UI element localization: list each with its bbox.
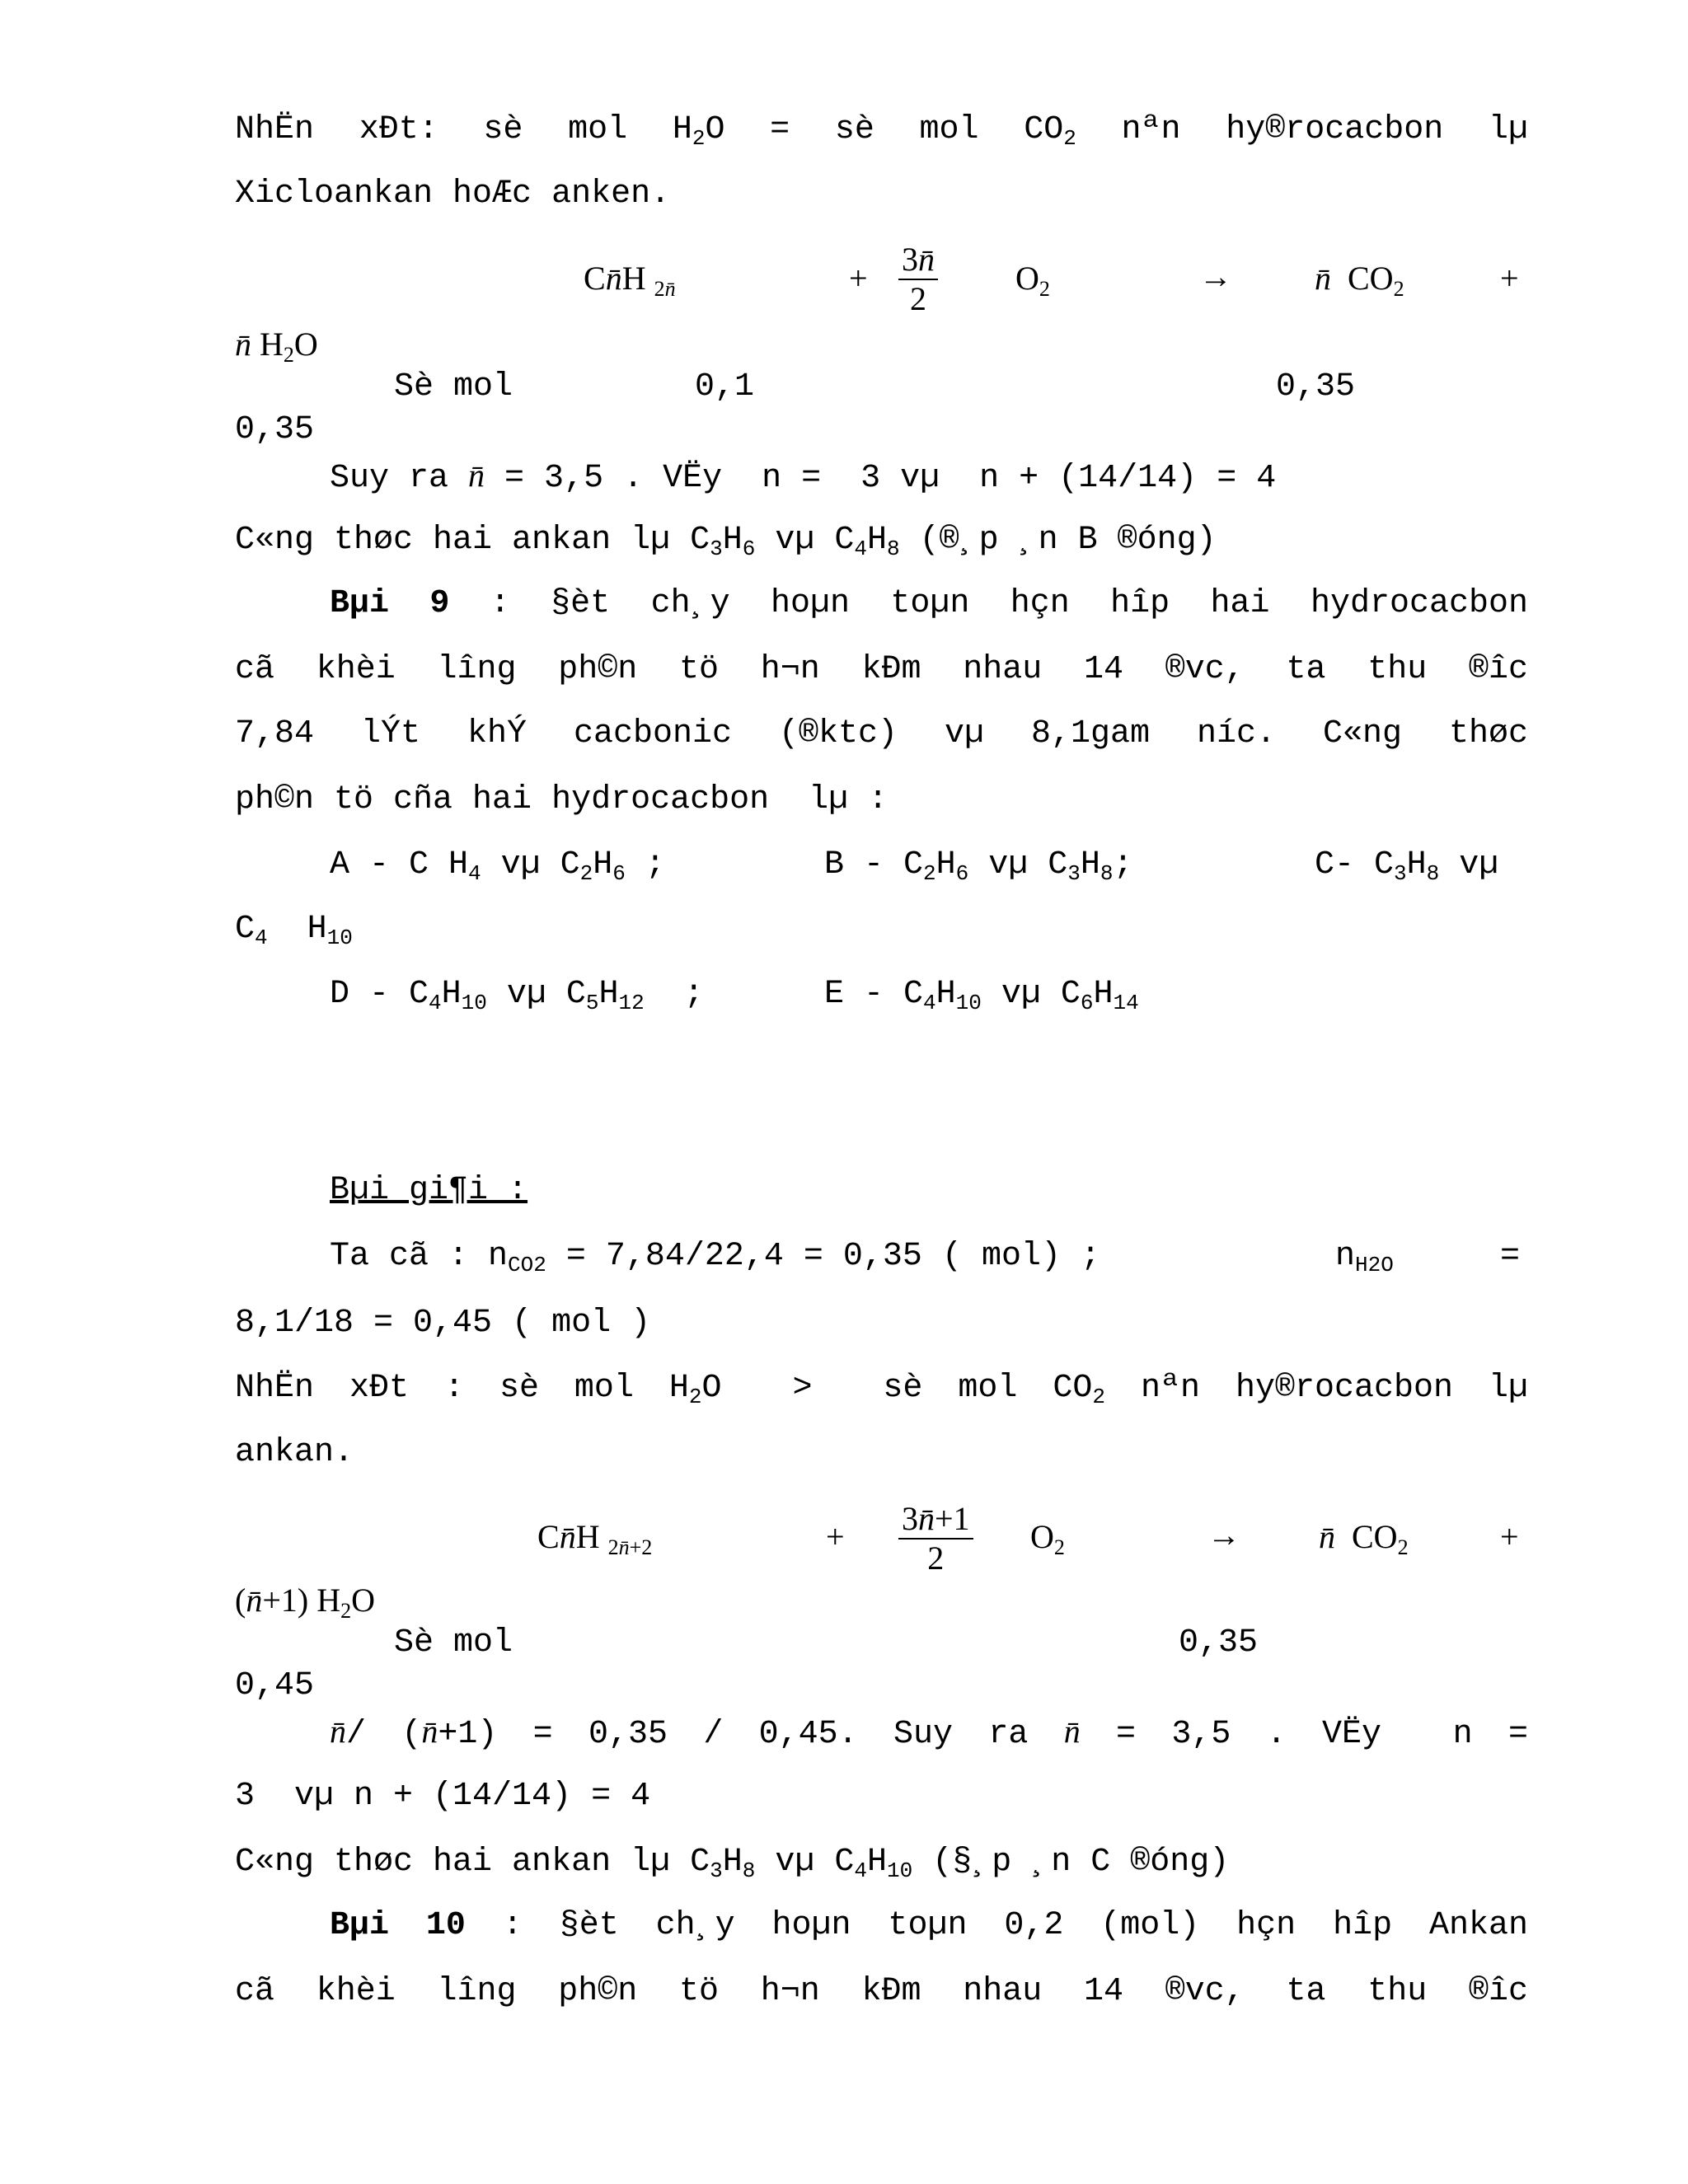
mol2-value-b: 0,35 [1179,1624,1259,1661]
taco-line-2: 8,1/18 = 0,45 ( mol ) [235,1305,651,1342]
eq1-arrow: → [1199,258,1232,295]
bai9-line-4: ph©n tö cña hai hydrocacbon lµ : [235,781,889,818]
solution-heading: Bµi gi¶i : [330,1172,528,1209]
mol1-label: Sè mol [394,368,513,405]
bai9-line-1: Bµi 9 : §èt ch¸y hoµn toµn hçn hîp hai hydrocacbon [330,585,1528,622]
bai9-line-3: 7,84 lÝt khÝ cacbonic (®ktc) vµ 8,1gam níc. C«ng thøc [235,715,1528,752]
option-a: A - C $H_4$ vµ $C_2H_6$ ; [330,846,665,886]
eq2-arrow: → [1207,1516,1240,1554]
bai10-line-2: cã khèi lîng ph©n tö h¬n kÐm nhau 14 ®vc, ta thu ®îc [235,1973,1528,2010]
ratio-line-2: 3 vµ n + (14/14) = 4 [235,1778,651,1815]
mol2-label: Sè mol [394,1624,513,1661]
nhan-xet-line-2: NhËn xÐt : sè mol $H_2O$ > sè mol $CO_2$ nªn hy®rocacbon lµ [235,1370,1528,1409]
cong-thuc-line-2: C«ng thøc hai ankan lµ $C_3H_8$ vµ $C_4H_{10}$ (§¸p ¸n C ®óng) [235,1844,1230,1883]
bai10-line-1: Bµi 10 : §èt ch¸y hoµn toµn 0,2 (mol) hçn hîp Ankan [330,1907,1528,1944]
eq2-reactant: Cn̄H $_{2n̄+2}$ [537,1518,653,1559]
mol2-value-c: 0,45 [235,1667,315,1704]
eq1-plus2: + [1500,260,1519,297]
ankan-line: ankan. [235,1434,354,1471]
eq2-co2: n̄ $CO_2$ [1319,1518,1409,1559]
eq2-fraction: $\frac{3n̄+1}{2}$ [898,1500,973,1577]
mol1-value-c: 0,35 [235,411,315,448]
taco-n-h2o: $n_{H2O}$ [1335,1238,1394,1277]
eq1-plus: + [849,260,868,297]
eq2-h2o: (n̄+1) $H_2O$ [235,1582,375,1623]
option-b: B - $C_2H_6$ vµ $C_3H_8$; [824,846,1133,886]
option-d: D - $C_4H_{10}$ vµ $C_5H_{12}$ ; [330,976,704,1015]
option-c: C- $C_3H_8$ vµ [1315,846,1499,886]
taco-equals: = [1500,1238,1521,1275]
eq1-oxygen: $O_2$ [1015,260,1050,301]
eq1-reactant: Cn̄H $_{2n̄}$ [584,260,676,301]
eq2-plus: + [826,1518,845,1555]
suy-ra-line-1: Suy ra n̄ = 3,5 . VËy n = 3 vµ n + (14/14) = 4 [330,457,1277,497]
eq1-co2: n̄ $CO_2$ [1315,260,1404,301]
text-line-1: NhËn xÐt: sè mol $H_2O$ = sè mol $CO_2$ nªn hy®rocacbon lµ [235,111,1528,151]
text-line-2: Xicloankan hoÆc anken. [235,176,671,213]
option-e: E - $C_4H_{10}$ vµ $C_6H_{14}$ [824,976,1139,1015]
eq2-plus2: + [1500,1518,1519,1555]
mol1-value-a: 0,1 [695,368,755,405]
eq1-h2o: n̄ $H_2O$ [235,326,318,367]
bai9-line-2: cã khèi lîng ph©n tö h¬n kÐm nhau 14 ®vc, ta thu ®îc [235,651,1528,688]
eq2-oxygen: $O_2$ [1030,1518,1065,1559]
taco-line: Ta cã : $n_{CO2} = 7,84/22,4 = 0,35$ ( mol) ; [330,1238,1100,1277]
eq1-fraction: $\frac{3n̄}{2}$ [898,241,938,318]
mol1-value-b: 0,35 [1276,368,1356,405]
cong-thuc-line-1: C«ng thøc hai ankan lµ $C_3H_6$ vµ $C_4H_8$ (®¸p ¸n B ®óng) [235,522,1217,561]
ratio-line: n̄/ (n̄+1) = 0,35 / 0,45. Suy ra n̄ = 3,5 . VËy n = [330,1713,1528,1753]
option-c-cont: $C_4$ $H_{10}$ [235,911,353,950]
